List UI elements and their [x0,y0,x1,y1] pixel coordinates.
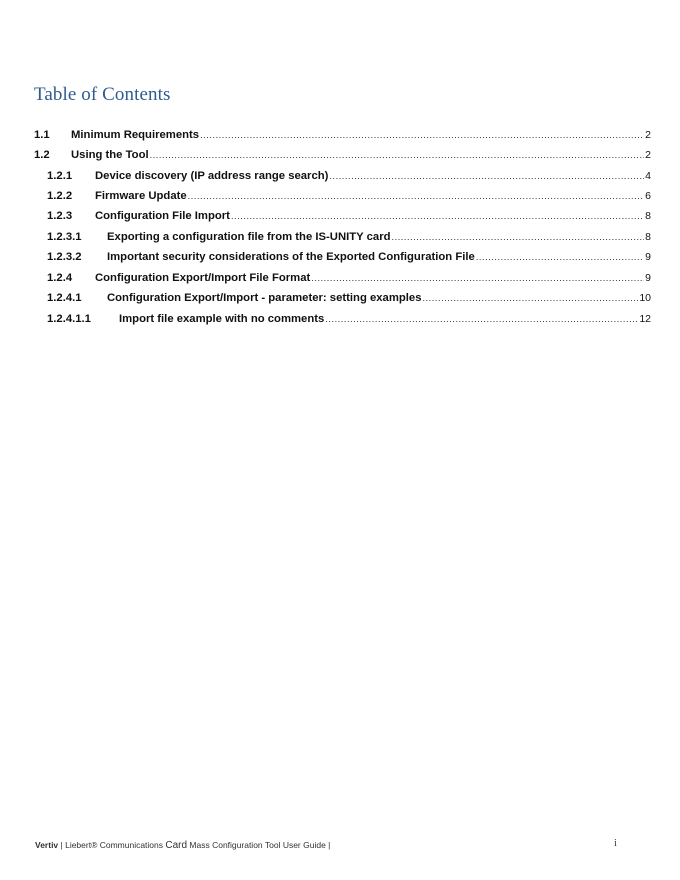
toc-entry-title: Minimum Requirements [71,129,200,141]
toc-entry[interactable] [47,289,651,307]
toc-entry-page: 4 [645,170,651,182]
toc-entry-number: 1.2 [34,149,50,161]
footer-brand: Vertiv [35,840,59,850]
footer-product-prefix: Liebert® Communications [65,840,166,850]
toc-entry-page: 9 [645,251,651,263]
toc-entry-number: 1.2.3.2 [47,251,82,263]
page-footer [35,840,330,851]
toc-entry[interactable] [34,146,651,164]
toc-entry[interactable] [47,187,651,205]
toc-entry-number: 1.1 [34,129,50,141]
toc-entry[interactable] [47,228,651,246]
toc-entry-page: 8 [645,210,651,222]
toc-entry-number: 1.2.1 [47,170,73,182]
toc-entry-page: 6 [645,190,651,202]
toc-entry[interactable] [47,269,651,287]
toc-entry-page: 8 [645,231,651,243]
toc-entry[interactable] [47,310,651,328]
toc-entry[interactable] [34,126,651,144]
toc-dot-leader [476,248,644,266]
toc-entry[interactable] [47,207,651,225]
toc-dot-leader [200,126,644,144]
toc-entry-number: 1.2.4.1 [47,292,82,304]
toc-dot-leader [422,289,638,307]
toc-entry-number: 1.2.3.1 [47,231,82,243]
toc-dot-leader [231,207,644,225]
toc-entry-title: Firmware Update [95,190,187,202]
toc-entry-page: 9 [645,272,651,284]
toc-dot-leader [392,228,645,246]
toc-entry-title: Important security considerations of the Exported Configuration File [107,251,475,263]
toc-entry-title: Exporting a configuration file from the IS-UNITY card [107,231,391,243]
toc-entry-number: 1.2.4.1.1 [47,313,91,325]
footer-product-suffix: Mass Configuration Tool User Guide | [187,840,331,850]
toc-dot-leader [311,269,644,287]
page-number: i [614,838,617,849]
toc-entry[interactable] [47,248,651,266]
toc-dot-leader [188,187,645,205]
footer-separator: | [58,840,66,850]
toc-dot-leader [150,146,645,164]
toc-entry-page: 10 [639,292,651,304]
toc-entry-page: 2 [645,149,651,161]
toc-entry-number: 1.2.4 [47,272,73,284]
toc-entry-page: 12 [639,313,651,325]
toc-entry-title: Device discovery (IP address range search) [95,170,329,182]
toc-dot-leader [329,167,644,185]
toc-entry-title: Import file example with no comments [119,313,325,325]
toc-entry[interactable] [47,167,651,185]
toc-dot-leader [325,310,638,328]
page-title: Table of Contents [34,84,171,105]
toc-entry-title: Configuration Export/Import - parameter: setting examples [107,292,422,304]
toc-entry-number: 1.2.2 [47,190,73,202]
toc-entry-title: Configuration File Import [95,210,230,222]
toc-entry-title: Using the Tool [71,149,149,161]
toc-entry-number: 1.2.3 [47,210,73,222]
toc-entry-page: 2 [645,129,651,141]
footer-card-word: Card [165,840,188,851]
toc-entry-title: Configuration Export/Import File Format [95,272,311,284]
